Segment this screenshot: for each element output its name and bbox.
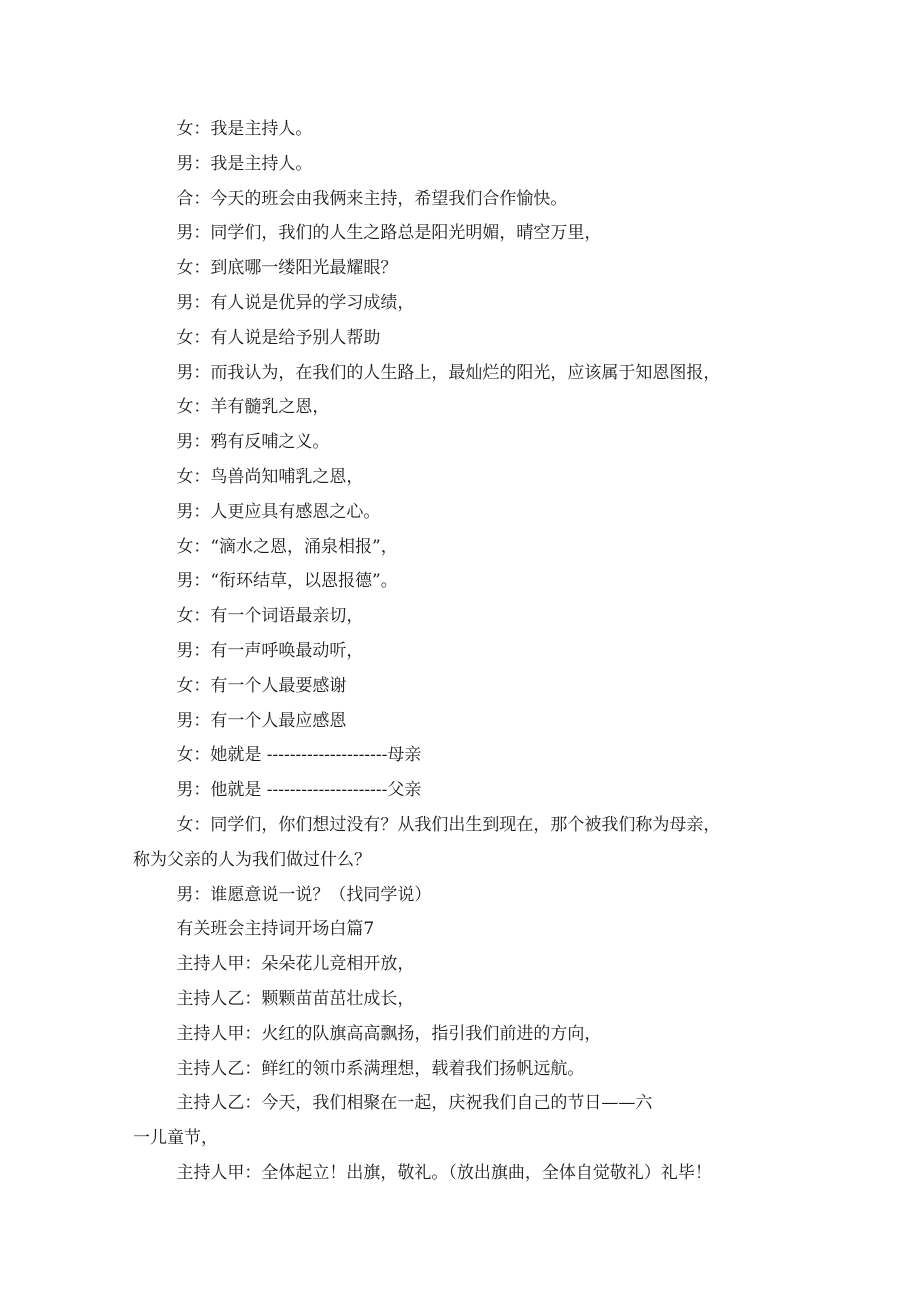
- paragraph: 主持人甲：全体起立！出旗，敬礼。（放出旗曲，全体自觉敬礼）礼毕！: [176, 1162, 712, 1183]
- paragraph: 女：我是主持人。: [176, 119, 313, 139]
- paragraph: 主持人乙：今天，我们相聚在一起，庆祝我们自己的节日——六: [176, 1093, 653, 1114]
- paragraph: 男：而我认为，在我们的人生路上，最灿烂的阳光，应该属于知恩图报，: [176, 362, 721, 383]
- paragraph: 女：同学们，你们想过没有？从我们出生到现在，那个被我们称为母亲，: [176, 814, 721, 835]
- paragraph: 男：他就是 ---------------------父亲: [176, 780, 422, 801]
- paragraph: 主持人乙：鲜红的领巾系满理想，载着我们扬帆远航。: [176, 1058, 585, 1079]
- paragraph: 女：羊有髓乳之恩，: [176, 397, 330, 418]
- paragraph: 女：到底哪一缕阳光最耀眼？: [176, 258, 398, 279]
- paragraph-continuation: 称为父亲的人为我们做过什么？: [133, 849, 371, 870]
- paragraph: 女：她就是 ---------------------母亲: [176, 745, 422, 766]
- paragraph: 男：我是主持人。: [176, 153, 313, 174]
- paragraph: 男：谁愿意说一说？（找同学说）: [176, 884, 432, 905]
- paragraph: 有关班会主持词开场白篇7: [176, 919, 375, 940]
- paragraph: 男：同学们，我们的人生之路总是阳光明媚，晴空万里，: [176, 223, 602, 244]
- paragraph: 女：鸟兽尚知哺乳之恩，: [176, 466, 364, 487]
- paragraph: 主持人甲：火红的队旗高高飘扬，指引我们前进的方向，: [176, 1023, 602, 1044]
- paragraph: 男：鸦有反哺之义。: [176, 432, 330, 453]
- paragraph: 主持人甲：朵朵花儿竞相开放，: [176, 954, 415, 975]
- paragraph-continuation: 一儿童节，: [133, 1128, 218, 1149]
- paragraph: 女：有一个词语最亲切，: [176, 606, 364, 627]
- paragraph: 女：有人说是给予别人帮助: [176, 327, 381, 348]
- document-body: [133, 112, 783, 1191]
- paragraph: 男：有人说是优异的学习成绩，: [176, 292, 415, 313]
- paragraph: 男：有一声呼唤最动听，: [176, 640, 364, 661]
- paragraph: 男：人更应具有感恩之心。: [176, 501, 381, 522]
- paragraph: 合：今天的班会由我俩来主持，希望我们合作愉快。: [176, 188, 568, 209]
- paragraph: 主持人乙：颗颗苗苗茁壮成长，: [176, 988, 415, 1009]
- paragraph: 女：有一个人最要感谢: [176, 675, 347, 696]
- paragraph: 女：“滴水之恩，涌泉相报”，: [176, 536, 398, 557]
- paragraph: 男：有一个人最应感恩: [176, 710, 347, 731]
- paragraph: 男：“衔环结草，以恩报德”。: [176, 571, 398, 592]
